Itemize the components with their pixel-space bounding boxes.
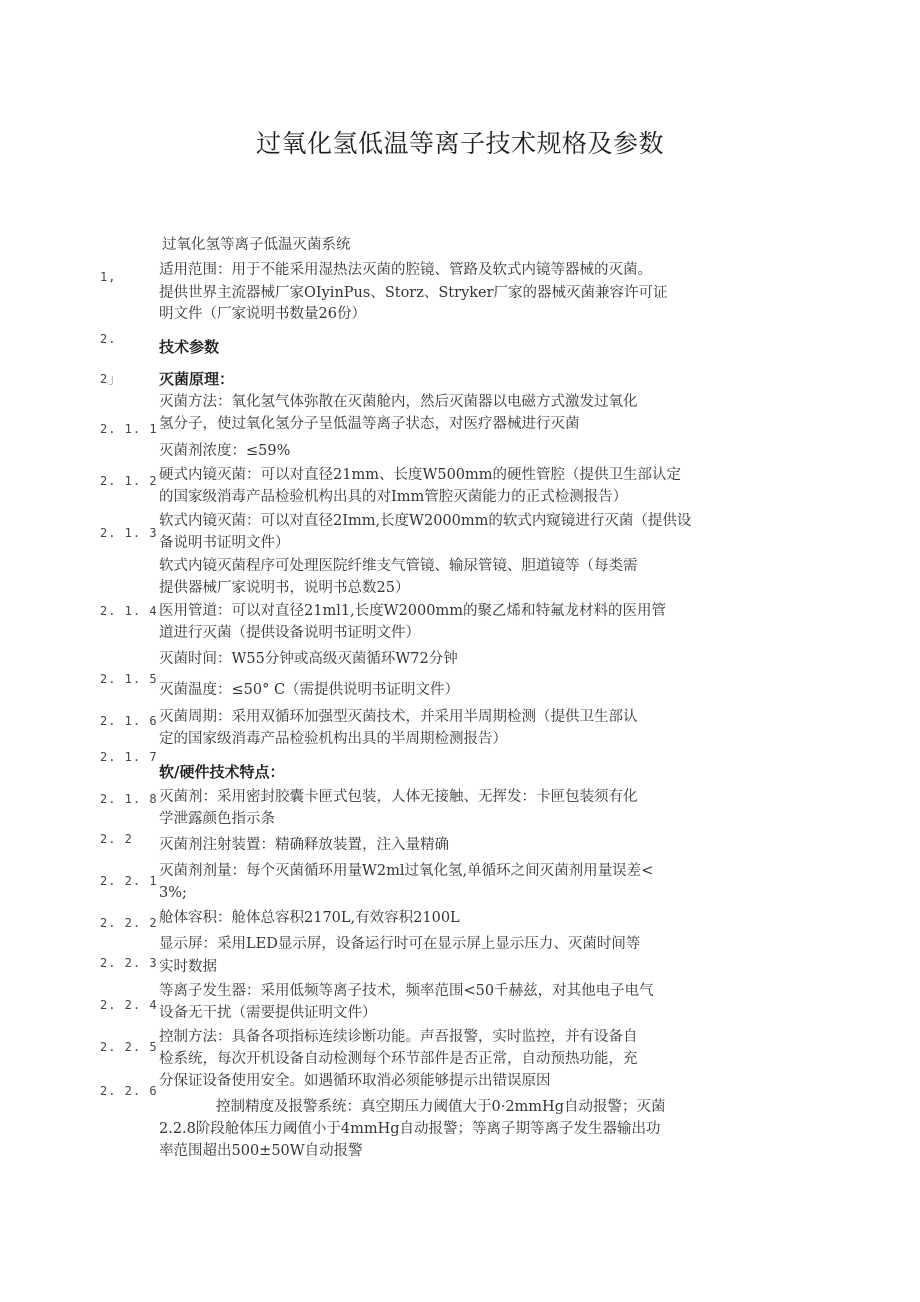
spec-line: 提供器械厂家说明书，说明书总数25） xyxy=(159,580,410,596)
scope-line: 提供世界主流器械厂家OIyinPus、Storz、Stryker厂家的器械灭菌兼容许可证 xyxy=(159,285,668,301)
section-number: 2. 2. 1 xyxy=(100,874,158,888)
spec-line: 检系统，每次开机设备自动检测每个环节部件是否正常，自动预热功能，充 xyxy=(159,1051,638,1067)
spec-line: 实时数据 xyxy=(159,959,217,975)
section-number: 2. 2. 2 xyxy=(100,916,158,930)
section-heading: 软/硬件技术特点： xyxy=(159,763,285,781)
spec-line: 灭菌时间：W55分钟或高级灭菌循环W72分钟 xyxy=(159,651,458,667)
spec-line: 灭菌温度：≤50° C（需提供说明书证明文件） xyxy=(159,682,460,698)
spec-line: 控制精度及报警系统：真空期压力阈值大于0·2mmHg自动报警；灭菌 xyxy=(216,1099,666,1115)
spec-line: 2.2.8阶段舱体压力阈值小于4mmHg自动报警；等离子期等离子发生器输出功 xyxy=(159,1121,661,1137)
section-heading: 灭菌原理： xyxy=(159,370,235,388)
spec-line: 硬式内镜灭菌：可以对直径21mm、长度W500mm的硬性管腔（提供卫生部认定 xyxy=(159,467,682,483)
spec-line: 氢分子，使过氧化氢分子呈低温等离子状态，对医疗器械进行灭菌 xyxy=(159,416,580,432)
spec-line: 分保证设备使用安全。如遇循环取消必须能够提示出错误原因 xyxy=(159,1073,551,1089)
spec-line: 控制方法：具备各项指标连续诊断功能。声吾报警，实时监控，并有设备自 xyxy=(159,1029,638,1045)
section-number: 2. 1. 6 xyxy=(100,714,158,728)
spec-line: 舱体容积：舱体总容积2170L,有效容积2100L xyxy=(159,910,460,926)
spec-line: 定的国家级消毒产品检验机构出具的半周期检测报告） xyxy=(159,731,507,747)
section-number: 2. 1. 1 xyxy=(100,422,158,436)
scope-line: 明文件（厂家说明书数量26份） xyxy=(159,306,366,322)
spec-line: 的国家级消毒产品检验机构出具的对Imm管腔灭菌能力的正式检测报告） xyxy=(159,489,628,505)
section-number: 2. 1. 7 xyxy=(100,750,158,764)
section-number: 2」 xyxy=(100,372,122,386)
spec-line: 灭菌剂剂量：每个灭菌循环用量W2ml过氧化氢,单循环之间灭菌剂用量误差< xyxy=(159,863,654,879)
spec-line: 3%; xyxy=(159,885,187,901)
system-name: 过氧化氢等离子低温灭菌系统 xyxy=(162,237,351,253)
spec-line: 灭菌剂：采用密封胶囊卡匣式包装，人体无接触、无挥发：卡匣包装须有化 xyxy=(159,789,638,805)
spec-line: 软式内镜灭菌：可以对直径2Imm,长度W2000mm的软式内窥镜进行灭菌（提供设 xyxy=(159,513,692,529)
section-number: 2. 2. 3 xyxy=(100,956,158,970)
section-number: 2. 2 xyxy=(100,832,133,846)
section-number: 2. 1. 8 xyxy=(100,792,158,806)
spec-line: 灭菌剂注射装置：精确释放装置，注入量精确 xyxy=(159,837,449,853)
spec-line: 灭菌剂浓度：≤59% xyxy=(159,443,291,459)
section-heading: 技术参数 xyxy=(159,338,220,356)
spec-line: 道进行灭菌（提供设备说明书证明文件） xyxy=(159,625,420,641)
spec-line: 灭菌方法：氧化氢气体弥散在灭菌舱内，然后灭菌器以电磁方式激发过氧化 xyxy=(159,394,638,410)
section-number: 2. xyxy=(100,332,117,346)
spec-line: 灭菌周期：采用双循环加强型灭菌技术，并采用半周期检测（提供卫生部认 xyxy=(159,709,638,725)
spec-line: 医用管道：可以对直径21ml1,长度W2000mm的聚乙烯和特氟龙材料的医用管 xyxy=(159,603,666,619)
page-title: 过氧化氢低温等离子技术规格及参数 xyxy=(255,129,664,158)
section-number: 2. 1. 5 xyxy=(100,672,158,686)
spec-line: 显示屏：采用LED显示屏，设备运行时可在显示屏上显示压力、灭菌时间等 xyxy=(159,936,641,952)
spec-line: 备说明书证明文件） xyxy=(159,535,290,551)
section-number: 2. 1. 3 xyxy=(100,526,158,540)
spec-line: 学泄露颜色指示条 xyxy=(159,811,275,827)
section-number: 1, xyxy=(100,270,117,284)
section-number: 2. 1. 4 xyxy=(100,604,158,618)
section-number: 2. 2. 6 xyxy=(100,1084,158,1098)
scope-line: 适用范围：用于不能采用湿热法灭菌的腔镜、管路及软式内镜等器械的灭菌。 xyxy=(159,262,652,278)
spec-line: 设备无干扰（需要提供证明文件） xyxy=(159,1005,377,1021)
section-number: 2. 1. 2 xyxy=(100,474,158,488)
section-number: 2. 2. 5 xyxy=(100,1040,158,1054)
spec-line: 等离子发生器：采用低频等离子技术，频率范围<50千赫兹，对其他电子电气 xyxy=(159,983,654,999)
spec-line: 率范围超出500±50W自动报警 xyxy=(159,1143,363,1159)
section-number: 2. 2. 4 xyxy=(100,998,158,1012)
spec-line: 软式内镜灭菌程序可处理医院纤维支气管镜、输尿管镜、胆道镜等（每类需 xyxy=(159,558,638,574)
